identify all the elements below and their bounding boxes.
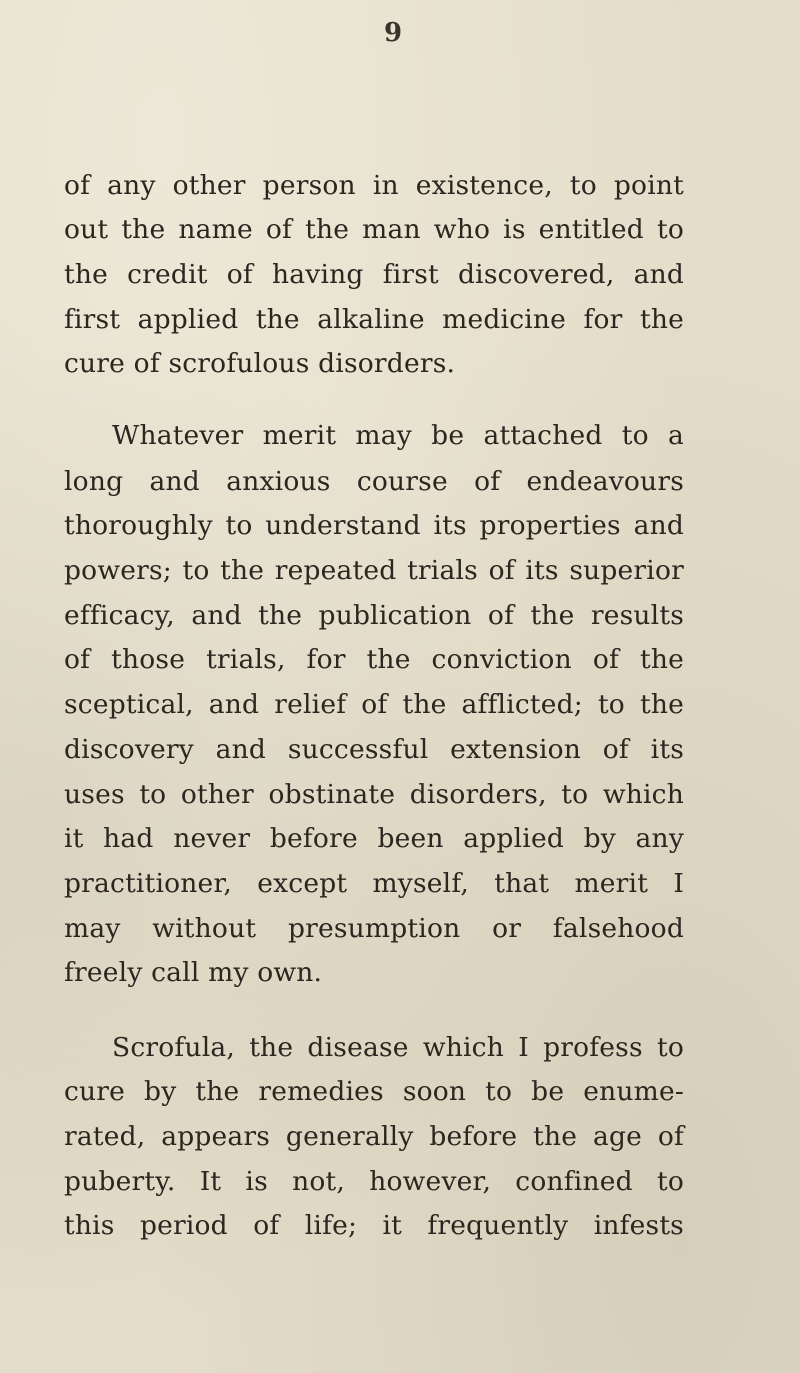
- paragraph-2-line-10: it had never before been applied by any: [64, 823, 684, 854]
- paragraph-2-line-12: may without presumption or falsehood: [64, 913, 684, 944]
- page-number: 9: [383, 18, 403, 48]
- paragraph-1-line-1: of any other person in existence, to point: [64, 170, 684, 201]
- paragraph-3-line-2: cure by the remedies soon to be enume-: [64, 1076, 684, 1107]
- paragraph-3-line-4: puberty. It is not, however, confined to: [64, 1166, 684, 1197]
- paragraph-2-line-3: thoroughly to understand its properties and: [64, 510, 684, 541]
- paragraph-1-line-4: first applied the alkaline medicine for the: [64, 304, 684, 335]
- paragraph-2-line-1: Whatever merit may be attached to a: [112, 420, 684, 451]
- paragraph-2-line-5: efficacy, and the publication of the results: [64, 600, 684, 631]
- paragraph-3-line-3: rated, appears generally before the age of: [64, 1121, 684, 1152]
- paragraph-2-line-6: of those trials, for the conviction of the: [64, 644, 684, 675]
- paragraph-2-line-9: uses to other obstinate disorders, to which: [64, 779, 684, 810]
- paragraph-2-line-2: long and anxious course of endeavours: [64, 466, 684, 497]
- paragraph-1-line-2: out the name of the man who is entitled to: [64, 214, 684, 245]
- paragraph-2-line-13: freely call my own.: [64, 957, 323, 988]
- paragraph-1-line-5: cure of scrofulous disorders.: [64, 348, 456, 379]
- paragraph-2-line-8: discovery and successful extension of its: [64, 734, 684, 765]
- paragraph-2-line-7: sceptical, and relief of the afflicted; to the: [64, 689, 684, 720]
- paragraph-3-line-5: this period of life; it frequently infests: [64, 1210, 684, 1241]
- paragraph-1-line-3: the credit of having first discovered, and: [64, 259, 684, 290]
- paragraph-2-line-11: practitioner, except myself, that merit I: [64, 868, 684, 899]
- paragraph-2-line-4: powers; to the repeated trials of its superior: [64, 555, 684, 586]
- paragraph-3-line-1: Scrofula, the disease which I profess to: [112, 1032, 684, 1063]
